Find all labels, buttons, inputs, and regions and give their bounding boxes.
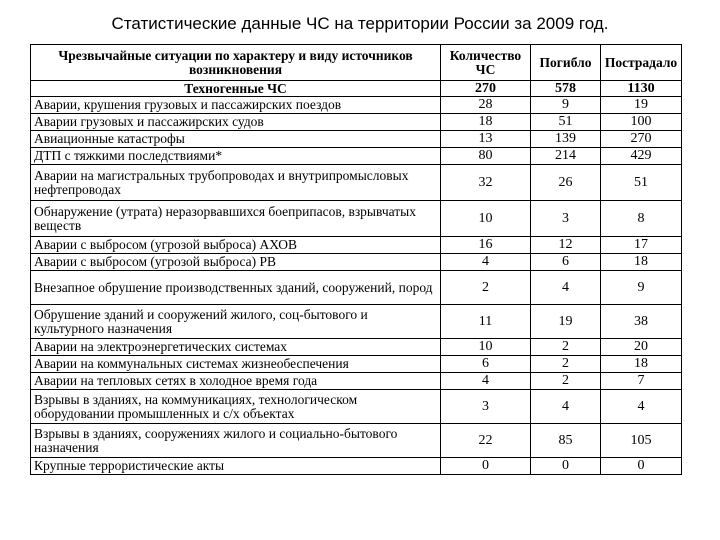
table-row <box>31 201 682 237</box>
row-injured: 270 <box>601 131 682 148</box>
header-category: Чрезвычайные ситуации по характеру и виду источников возникновения <box>31 45 441 81</box>
row-label: Крупные террористические акты <box>31 458 441 475</box>
row-injured: 9 <box>601 271 682 305</box>
table-row <box>31 114 682 131</box>
table-row <box>31 424 682 458</box>
row-count: 4 <box>441 373 531 390</box>
row-count: 11 <box>441 305 531 339</box>
row-dead: 139 <box>531 131 601 148</box>
row-injured: 51 <box>601 165 682 201</box>
row-injured: 17 <box>601 237 682 254</box>
section-injured: 1130 <box>601 81 682 97</box>
table-row <box>31 339 682 356</box>
section-count: 270 <box>441 81 531 97</box>
slide-title: Статистические данные ЧС на территории России за 2009 год. <box>111 14 609 33</box>
row-injured: 0 <box>601 458 682 475</box>
emergency-stats-table <box>30 44 682 475</box>
row-dead: 26 <box>531 165 601 201</box>
row-dead: 4 <box>531 390 601 424</box>
table-row <box>31 254 682 271</box>
row-count: 28 <box>441 97 531 114</box>
row-count: 2 <box>441 271 531 305</box>
row-dead: 4 <box>531 271 601 305</box>
row-count: 32 <box>441 165 531 201</box>
row-injured: 105 <box>601 424 682 458</box>
row-injured: 20 <box>601 339 682 356</box>
row-count: 18 <box>441 114 531 131</box>
row-dead: 0 <box>531 458 601 475</box>
row-injured: 19 <box>601 97 682 114</box>
row-dead: 2 <box>531 339 601 356</box>
row-label: Аварии грузовых и пассажирских судов <box>31 114 441 131</box>
row-label: Взрывы в зданиях, на коммуникациях, технологическом оборудовании промышленных и с/х объектах <box>31 390 441 424</box>
row-count: 80 <box>441 148 531 165</box>
header-dead: Погибло <box>531 45 601 81</box>
table-row <box>31 148 682 165</box>
row-dead: 9 <box>531 97 601 114</box>
row-dead: 19 <box>531 305 601 339</box>
row-dead: 51 <box>531 114 601 131</box>
row-dead: 214 <box>531 148 601 165</box>
row-dead: 2 <box>531 356 601 373</box>
row-count: 10 <box>441 201 531 237</box>
table-row <box>31 356 682 373</box>
table-row <box>31 390 682 424</box>
table-row <box>31 165 682 201</box>
table-row <box>31 305 682 339</box>
row-injured: 38 <box>601 305 682 339</box>
table-row <box>31 458 682 475</box>
table-header-row <box>31 45 682 81</box>
row-label: Аварии на электроэнергетических системах <box>31 339 441 356</box>
row-dead: 12 <box>531 237 601 254</box>
row-label: Аварии с выбросом (угрозой выброса) РВ <box>31 254 441 271</box>
row-injured: 4 <box>601 390 682 424</box>
table-row <box>31 373 682 390</box>
row-label: Авиационные катастрофы <box>31 131 441 148</box>
table-row <box>31 237 682 254</box>
section-row-technogenic <box>31 81 682 97</box>
row-count: 4 <box>441 254 531 271</box>
row-count: 3 <box>441 390 531 424</box>
row-label: Аварии, крушения грузовых и пассажирских поездов <box>31 97 441 114</box>
table-row <box>31 271 682 305</box>
row-count: 10 <box>441 339 531 356</box>
row-label: Обнаружение (утрата) неразорвавшихся боеприпасов, взрывчатых веществ <box>31 201 441 237</box>
row-injured: 18 <box>601 356 682 373</box>
row-injured: 18 <box>601 254 682 271</box>
row-dead: 2 <box>531 373 601 390</box>
table-row <box>31 131 682 148</box>
section-dead: 578 <box>531 81 601 97</box>
header-injured: Пострадало <box>601 45 682 81</box>
row-count: 0 <box>441 458 531 475</box>
table-row <box>31 97 682 114</box>
row-injured: 8 <box>601 201 682 237</box>
row-dead: 3 <box>531 201 601 237</box>
header-count: Количество ЧС <box>441 45 531 81</box>
row-injured: 100 <box>601 114 682 131</box>
row-label: Взрывы в зданиях, сооружениях жилого и социально-бытового назначения <box>31 424 441 458</box>
row-label: Аварии на коммунальных системах жизнеобеспечения <box>31 356 441 373</box>
row-dead: 85 <box>531 424 601 458</box>
row-count: 16 <box>441 237 531 254</box>
row-label: Аварии на магистральных трубопроводах и внутрипромысловых нефтепроводах <box>31 165 441 201</box>
row-label: Внезапное обрушение производственных зданий, сооружений, пород <box>31 271 441 305</box>
row-count: 22 <box>441 424 531 458</box>
row-injured: 429 <box>601 148 682 165</box>
row-label: Аварии на тепловых сетях в холодное время года <box>31 373 441 390</box>
row-label: Аварии с выбросом (угрозой выброса) АХОВ <box>31 237 441 254</box>
row-injured: 7 <box>601 373 682 390</box>
section-label: Техногенные ЧС <box>31 81 441 97</box>
row-count: 6 <box>441 356 531 373</box>
row-dead: 6 <box>531 254 601 271</box>
row-count: 13 <box>441 131 531 148</box>
row-label: Обрушение зданий и сооружений жилого, соц-бытового и культурного назначения <box>31 305 441 339</box>
row-label: ДТП с тяжкими последствиями* <box>31 148 441 165</box>
